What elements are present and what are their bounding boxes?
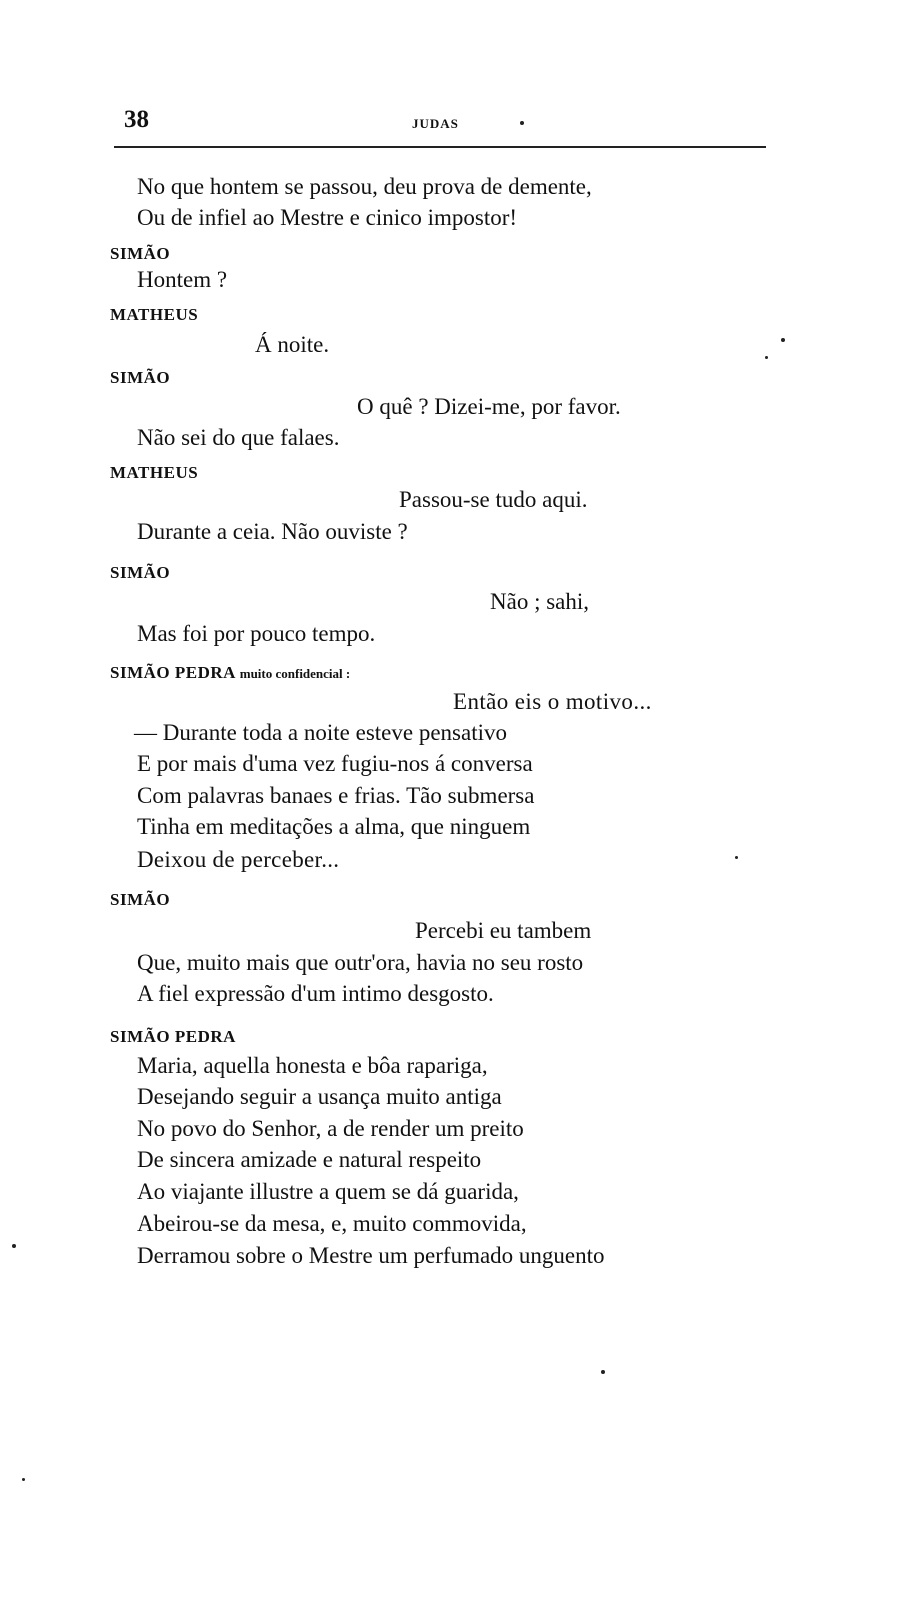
verse-line: No povo do Senhor, a de render um preito xyxy=(137,1116,524,1141)
verse-line: Ou de infiel ao Mestre e cinico impostor! xyxy=(137,205,518,230)
speaker-label: SIMÃO xyxy=(110,890,171,909)
verse-line: Á noite. xyxy=(255,332,330,357)
verse-line: Abeirou-se da mesa, e, muito commovida, xyxy=(137,1211,527,1236)
page-number: 38 xyxy=(124,106,149,133)
speaker-label: SIMÃO xyxy=(110,244,171,263)
running-title: JUDAS xyxy=(412,116,459,131)
verse-line: De sincera amizade e natural respeito xyxy=(137,1147,482,1172)
verse-line: E por mais d'uma vez fugiu-nos á conversa xyxy=(137,751,533,776)
speaker-label xyxy=(110,663,350,683)
verse-line: Deixou de perceber... xyxy=(137,847,340,872)
verse-line: Não sei do que falaes. xyxy=(137,425,340,450)
verse-line: Ao viajante illustre a quem se dá guarida, xyxy=(137,1179,519,1204)
speaker-label: SIMÃO xyxy=(110,563,171,582)
verse-line: O quê ? Dizei-me, por favor. xyxy=(357,394,621,419)
speaker-label: SIMÃO PEDRA xyxy=(110,1027,236,1046)
verse-line: Derramou sobre o Mestre um perfumado unguento xyxy=(137,1243,605,1268)
speaker-label: MATHEUS xyxy=(110,305,199,324)
verse-line: Não ; sahi, xyxy=(490,589,590,614)
verse-line: Durante a ceia. Não ouviste ? xyxy=(137,519,408,544)
verse-line: Então eis o motivo... xyxy=(453,689,652,714)
scan-speck xyxy=(601,1370,605,1374)
scan-speck xyxy=(520,121,524,125)
verse-line: No que hontem se passou, deu prova de demente, xyxy=(137,174,592,199)
verse-line: A fiel expressão d'um intimo desgosto. xyxy=(137,981,494,1006)
verse-line: Tinha em meditações a alma, que ninguem xyxy=(137,814,531,839)
verse-line: Percebi eu tambem xyxy=(415,918,592,943)
scan-speck xyxy=(12,1244,16,1248)
verse-line: Mas foi por pouco tempo. xyxy=(137,621,376,646)
verse-line: Desejando seguir a usança muito antiga xyxy=(137,1084,502,1109)
scan-speck xyxy=(735,856,738,859)
scan-speck xyxy=(765,356,768,359)
verse-line: — Durante toda a noite esteve pensativo xyxy=(134,720,507,745)
stage-direction: muito confidencial : xyxy=(239,666,351,681)
verse-line: Passou-se tudo aqui. xyxy=(399,487,588,512)
header-rule xyxy=(114,146,766,148)
verse-line: Com palavras banaes e frias. Tão submersa xyxy=(137,783,535,808)
verse-line: Maria, aquella honesta e bôa rapariga, xyxy=(137,1053,488,1078)
verse-line: Hontem ? xyxy=(137,267,228,292)
scan-speck xyxy=(22,1478,25,1481)
scan-speck xyxy=(781,338,785,342)
speaker-name: SIMÃO PEDRA xyxy=(110,663,235,682)
verse-line: Que, muito mais que outr'ora, havia no seu rosto xyxy=(137,950,584,975)
speaker-label: SIMÃO xyxy=(110,368,171,387)
speaker-label: MATHEUS xyxy=(110,463,199,482)
